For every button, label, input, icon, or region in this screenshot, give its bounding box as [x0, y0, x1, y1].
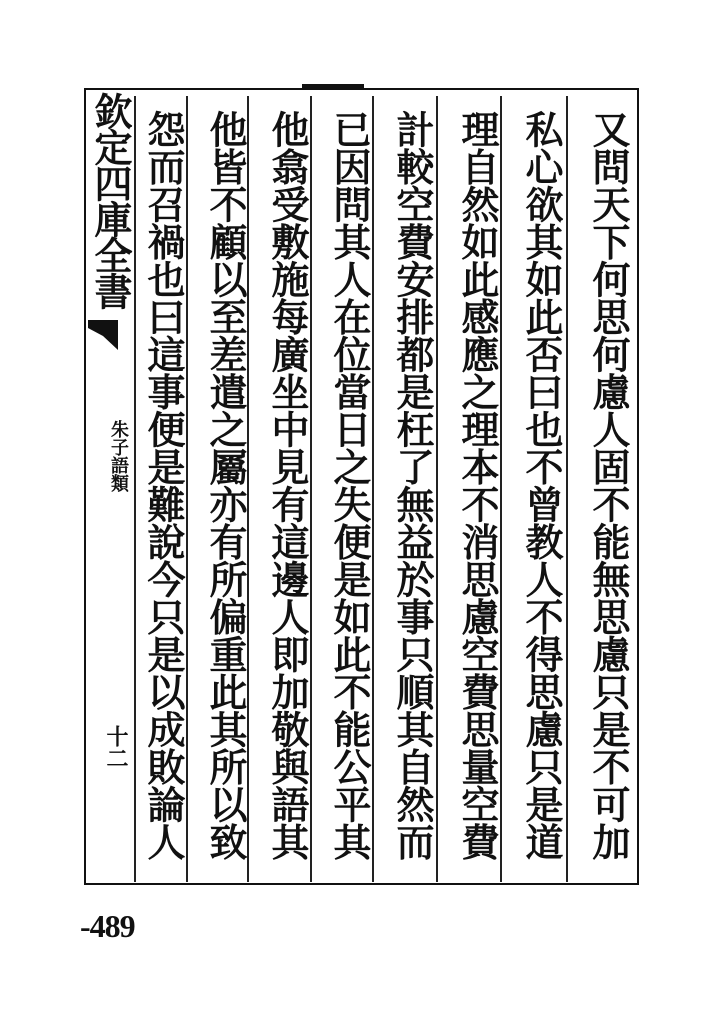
page-number: -489 — [80, 908, 135, 944]
column-rule — [566, 96, 568, 882]
text-column-7: 他皆不顧以至差遣之屬亦有所偏重此其所以致 — [203, 110, 248, 860]
text-column-1: 又問天下何思何慮人固不能無思慮只是不可加 — [586, 110, 631, 860]
fish-tail-mark — [88, 320, 118, 350]
text-column-8: 怨而召禍也曰這事便是難說今只是以成敗論人 — [141, 110, 186, 860]
book-title: 欽定四庫全書 — [88, 92, 133, 308]
text-column-3: 理自然如此感應之理本不消思慮空費思量空費 — [455, 110, 500, 860]
text-column-4: 計較空費安排都是枉了無益於事只順其自然而 — [390, 110, 435, 860]
text-column-5: 已因問其人在位當日之失便是如此不能公平其 — [327, 110, 372, 860]
text-column-6: 他翕受敷施每廣坐中見有這邊人即加敬與語其 — [265, 110, 310, 860]
leaf-number: 十二 — [103, 725, 129, 769]
chapter-title: 朱子語類 — [108, 420, 129, 492]
column-rule — [134, 96, 136, 882]
text-column-2: 私心欲其如此否曰也不曾教人不得思慮只是道 — [519, 110, 564, 860]
